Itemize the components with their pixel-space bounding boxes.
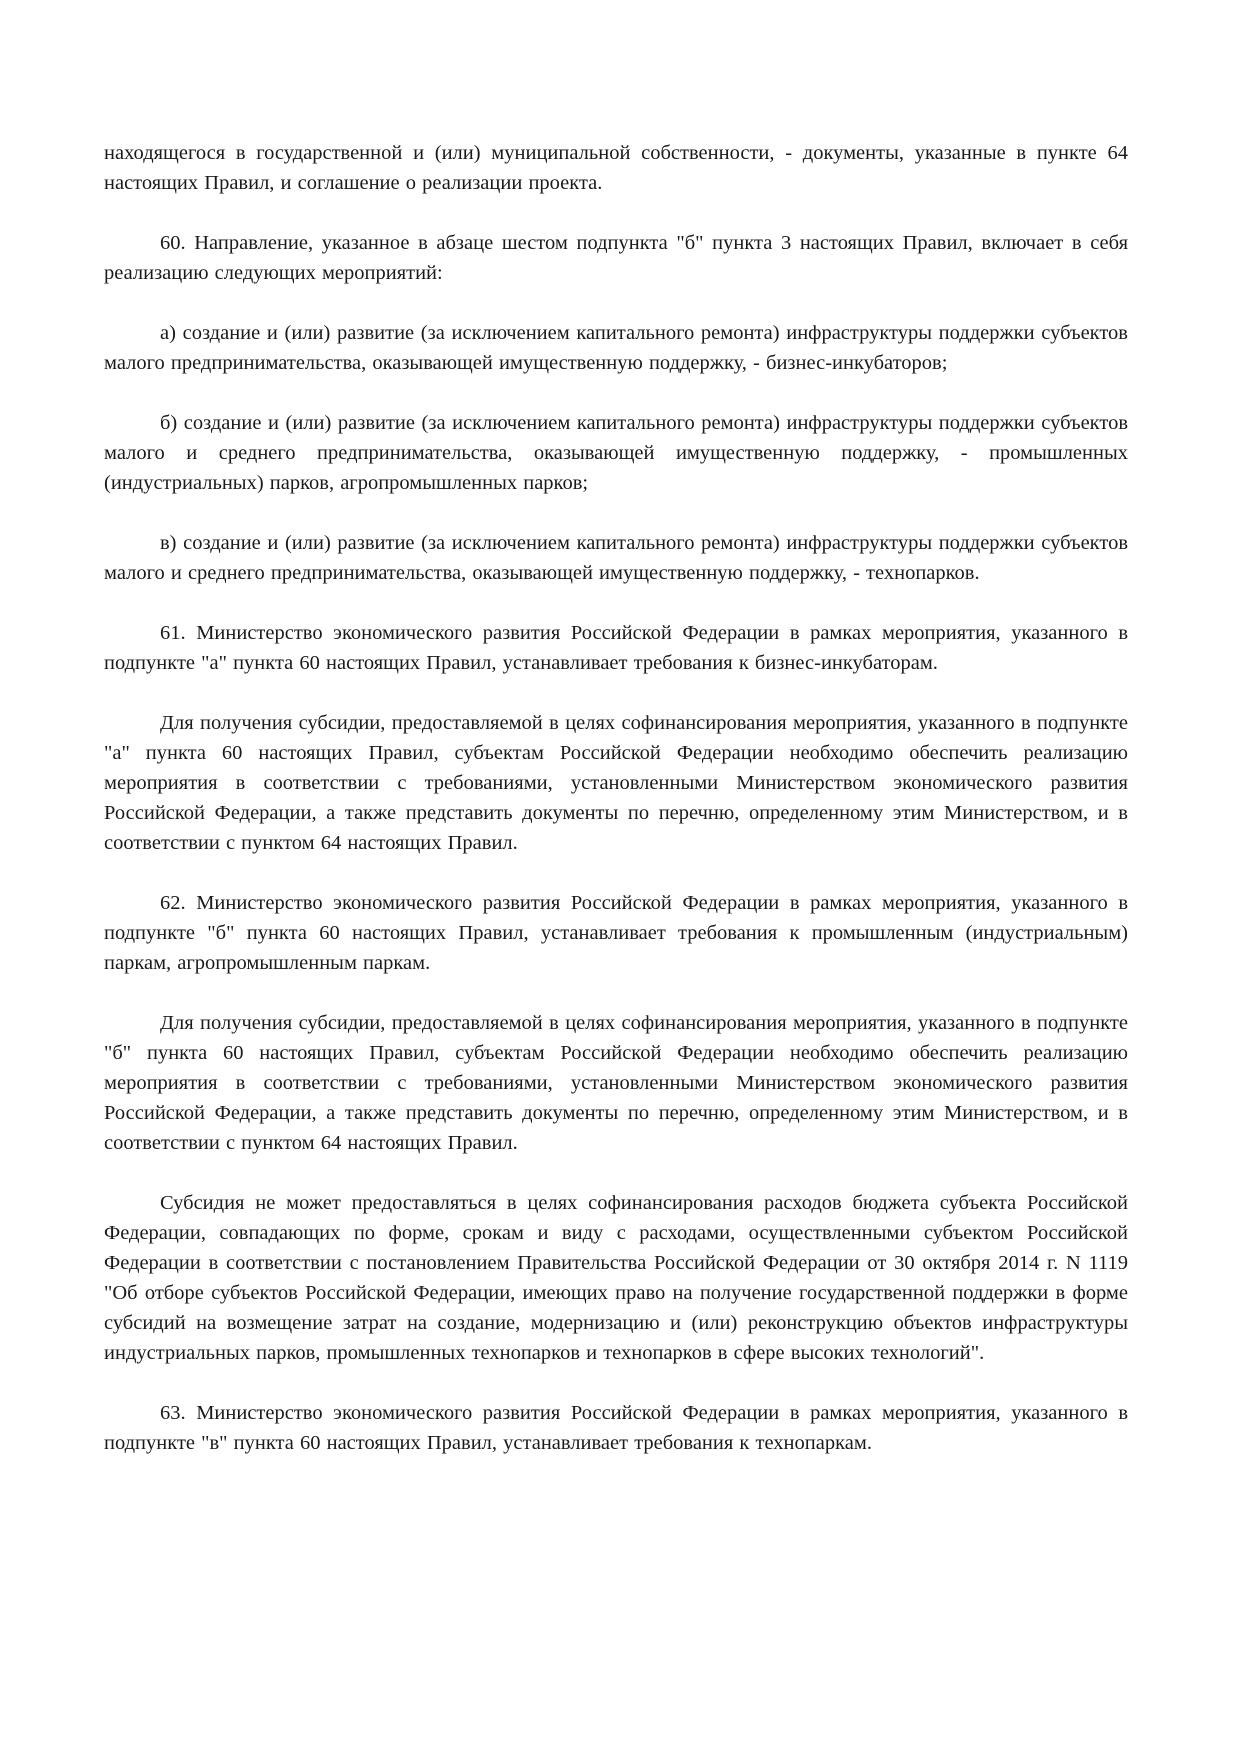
paragraph-subitem-b: б) создание и (или) развитие (за исключением капитального ремонта) инфраструктуры поддержки субъектов малого и среднего предпринимательства, оказывающей имущественную поддержку, - промышленных (индустриальных) парков, агропромышленных парков; xyxy=(104,412,1128,494)
document-body xyxy=(104,138,1128,1458)
paragraph-item-62: 62. Министерство экономического развития Российской Федерации в рамках мероприятия, указанного в подпункте "б" пункта 60 настоящих Правил, устанавливает требования к промышленным (индустриальным) паркам, агропромышленным паркам. xyxy=(104,892,1128,974)
paragraph-item-60: 60. Направление, указанное в абзаце шестом подпункта "б" пункта 3 настоящих Правил, включает в себя реализацию следующих мероприятий: xyxy=(104,232,1128,284)
paragraph-continuation: находящегося в государственной и (или) муниципальной собственности, - документы, указанные в пункте 64 настоящих Правил, и соглашение о реализации проекта. xyxy=(104,142,1128,194)
paragraph-item-61-subsidy: Для получения субсидии, предоставляемой в целях софинансирования мероприятия, указанного в подпункте "а" пункта 60 настоящих Правил, субъектам Российской Федерации необходимо обеспечить реализацию мероприятия в соответствии с требованиями, установленными Министерством экономического развития Российской Федерации, а также представить документы по перечню, определенному этим Министерством, и в соответствии с пунктом 64 настоящих Правил. xyxy=(104,712,1128,854)
paragraph-item-61: 61. Министерство экономического развития Российской Федерации в рамках мероприятия, указанного в подпункте "а" пункта 60 настоящих Правил, устанавливает требования к бизнес-инкубаторам. xyxy=(104,622,1128,674)
paragraph-subitem-a: а) создание и (или) развитие (за исключением капитального ремонта) инфраструктуры поддержки субъектов малого предпринимательства, оказывающей имущественную поддержку, - бизнес-инкубаторов; xyxy=(104,322,1128,374)
paragraph-subitem-v: в) создание и (или) развитие (за исключением капитального ремонта) инфраструктуры поддержки субъектов малого и среднего предпринимательства, оказывающей имущественную поддержку, - технопарков. xyxy=(104,532,1128,584)
paragraph-item-63: 63. Министерство экономического развития Российской Федерации в рамках мероприятия, указанного в подпункте "в" пункта 60 настоящих Правил, устанавливает требования к технопаркам. xyxy=(104,1402,1128,1454)
paragraph-item-62-restriction: Субсидия не может предоставляться в целях софинансирования расходов бюджета субъекта Российской Федерации, совпадающих по форме, срокам и виду с расходами, осуществленными субъектом Российской Федерации в соответствии с постановлением Правительства Российской Федерации от 30 октября 2014 г. N 1119 "Об отборе субъектов Российской Федерации, имеющих право на получение государственной поддержки в форме субсидий на возмещение затрат на создание, модернизацию и (или) реконструкцию объектов инфраструктуры индустриальных парков, промышленных технопарков и технопарков в сфере высоких технологий". xyxy=(104,1192,1128,1364)
paragraph-item-62-subsidy: Для получения субсидии, предоставляемой в целях софинансирования мероприятия, указанного в подпункте "б" пункта 60 настоящих Правил, субъектам Российской Федерации необходимо обеспечить реализацию мероприятия в соответствии с требованиями, установленными Министерством экономического развития Российской Федерации, а также представить документы по перечню, определенному этим Министерством, и в соответствии с пунктом 64 настоящих Правил. xyxy=(104,1012,1128,1154)
